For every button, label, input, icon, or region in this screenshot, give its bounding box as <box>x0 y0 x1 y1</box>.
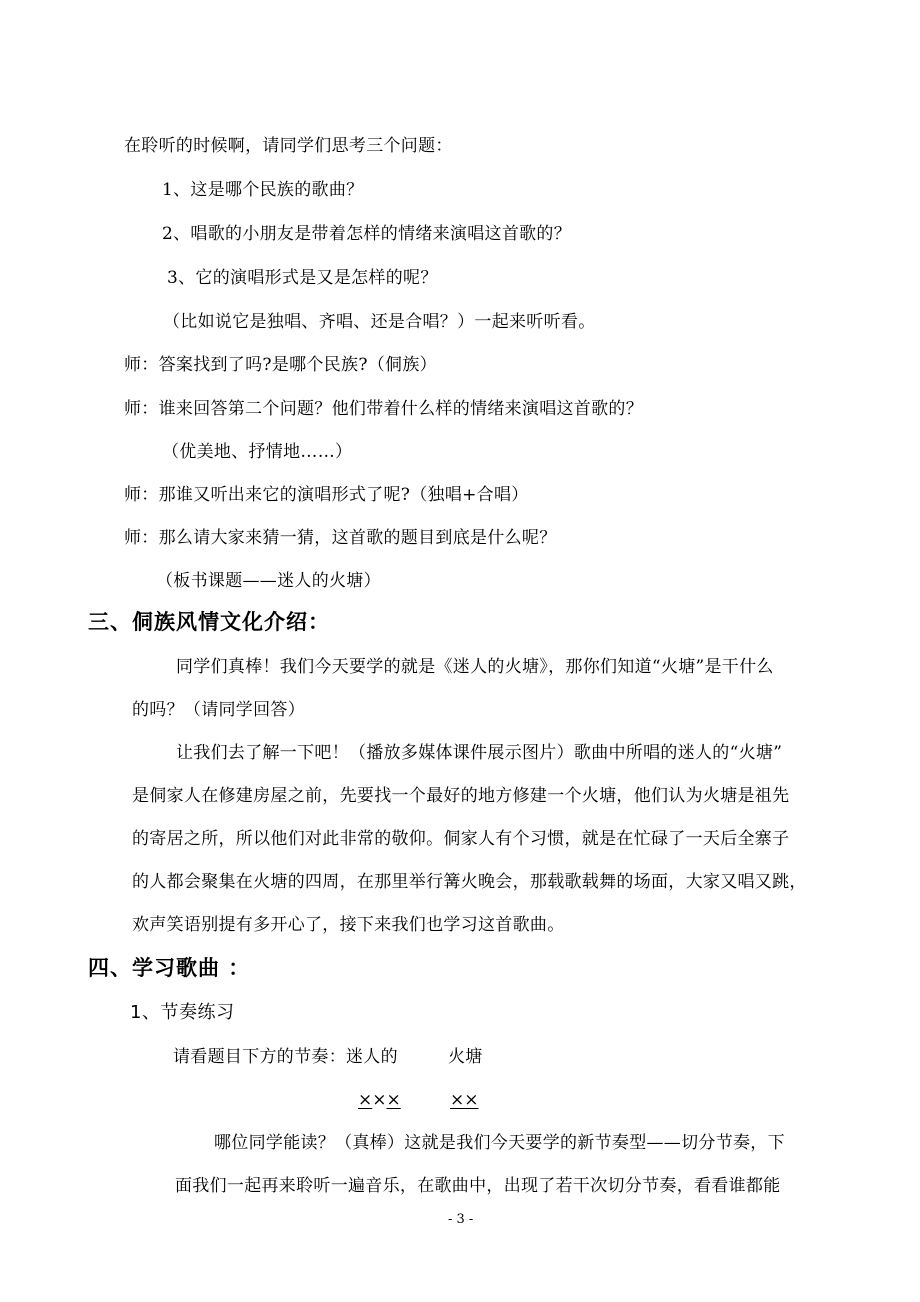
teacher-line-2: 师：谁来回答第二个问题？他们带着什么样的情绪来演唱这首歌的？ <box>124 399 643 419</box>
section-3-heading: 三、侗族风情文化介绍： <box>88 610 330 634</box>
rhythm-word-huotang: 火塘 <box>448 1047 483 1067</box>
section-4-heading: 四、学习歌曲 ： <box>88 956 251 980</box>
rhythm-mark-pair: ×× <box>450 1090 479 1110</box>
board-title-line: （板书课题——迷人的火塘） <box>156 571 381 591</box>
section-3-para-2-line-1: 让我们去了解一下吧！（播放多媒体课件展示图片）歌曲中所唱的迷人的“火塘” <box>176 743 783 763</box>
question-1: 1、这是哪个民族的歌曲？ <box>162 180 364 200</box>
intro-line: 在聆听的时候啊，请同学们思考三个问题： <box>124 136 453 156</box>
section-3-para-2-line-4: 的人都会聚集在火塘的四周，在那里举行篝火晚会，那载歌载舞的场面，大家又唱又跳， <box>132 872 807 892</box>
teacher-line-4: 师：那么请大家来猜一猜，这首歌的题目到底是什么呢？ <box>124 528 557 548</box>
section-3-para-2-line-3: 的寄居之所，所以他们对此非常的敬仰。侗家人有个习惯，就是在忙碌了一天后全寨子 <box>132 829 790 849</box>
section-3-para-1-line-2: 的吗？（请同学回答） <box>132 700 305 720</box>
rhythm-notation-2 <box>450 1088 479 1112</box>
rhythm-mark-a: × <box>358 1090 373 1110</box>
section-3-para-1-line-1: 同学们真棒！我们今天要学的就是《迷人的火塘》，那你们知道“火塘”是干什么 <box>176 657 774 677</box>
section-4-para-line-1: 哪位同学能读？（真棒）这就是我们今天要学的新节奏型——切分节奏，下 <box>214 1133 785 1153</box>
teacher-line-1: 师：答案找到了吗?是哪个民族?（侗族） <box>124 355 437 375</box>
rhythm-label: 请看题目下方的节奏：迷人的 <box>173 1047 398 1067</box>
section-3-para-2-line-2: 是侗家人在修建房屋之前，先要找一个最好的地方修建一个火塘，他们认为火塘是祖先 <box>132 786 790 806</box>
question-3: 3、它的演唱形式是又是怎样的呢？ <box>167 268 438 288</box>
hint-line: （比如说它是独唱、齐唱、还是合唱？）一起来听听看。 <box>163 312 596 332</box>
section-3-para-2-line-5: 欢声笑语别提有多开心了，接下来我们也学习这首歌曲。 <box>132 915 565 935</box>
rhythm-mark-b: × <box>386 1090 401 1110</box>
page-number: - 3 - <box>448 1212 474 1227</box>
question-2: 2、唱歌的小朋友是带着怎样的情绪来演唱这首歌的？ <box>162 224 572 244</box>
answer-line-2: （优美地、抒情地……） <box>162 442 353 462</box>
rhythm-mark-mid: × <box>372 1090 387 1110</box>
section-4-sub-1: 1、节奏练习 <box>130 1002 235 1023</box>
section-4-para-line-2: 面我们一起再来聆听一遍音乐，在歌曲中，出现了若干次切分节奏，看看谁都能 <box>175 1176 781 1196</box>
teacher-line-3: 师：那谁又听出来它的演唱形式了呢?（独唱+合唱） <box>124 485 529 505</box>
rhythm-notation-1 <box>358 1088 401 1112</box>
